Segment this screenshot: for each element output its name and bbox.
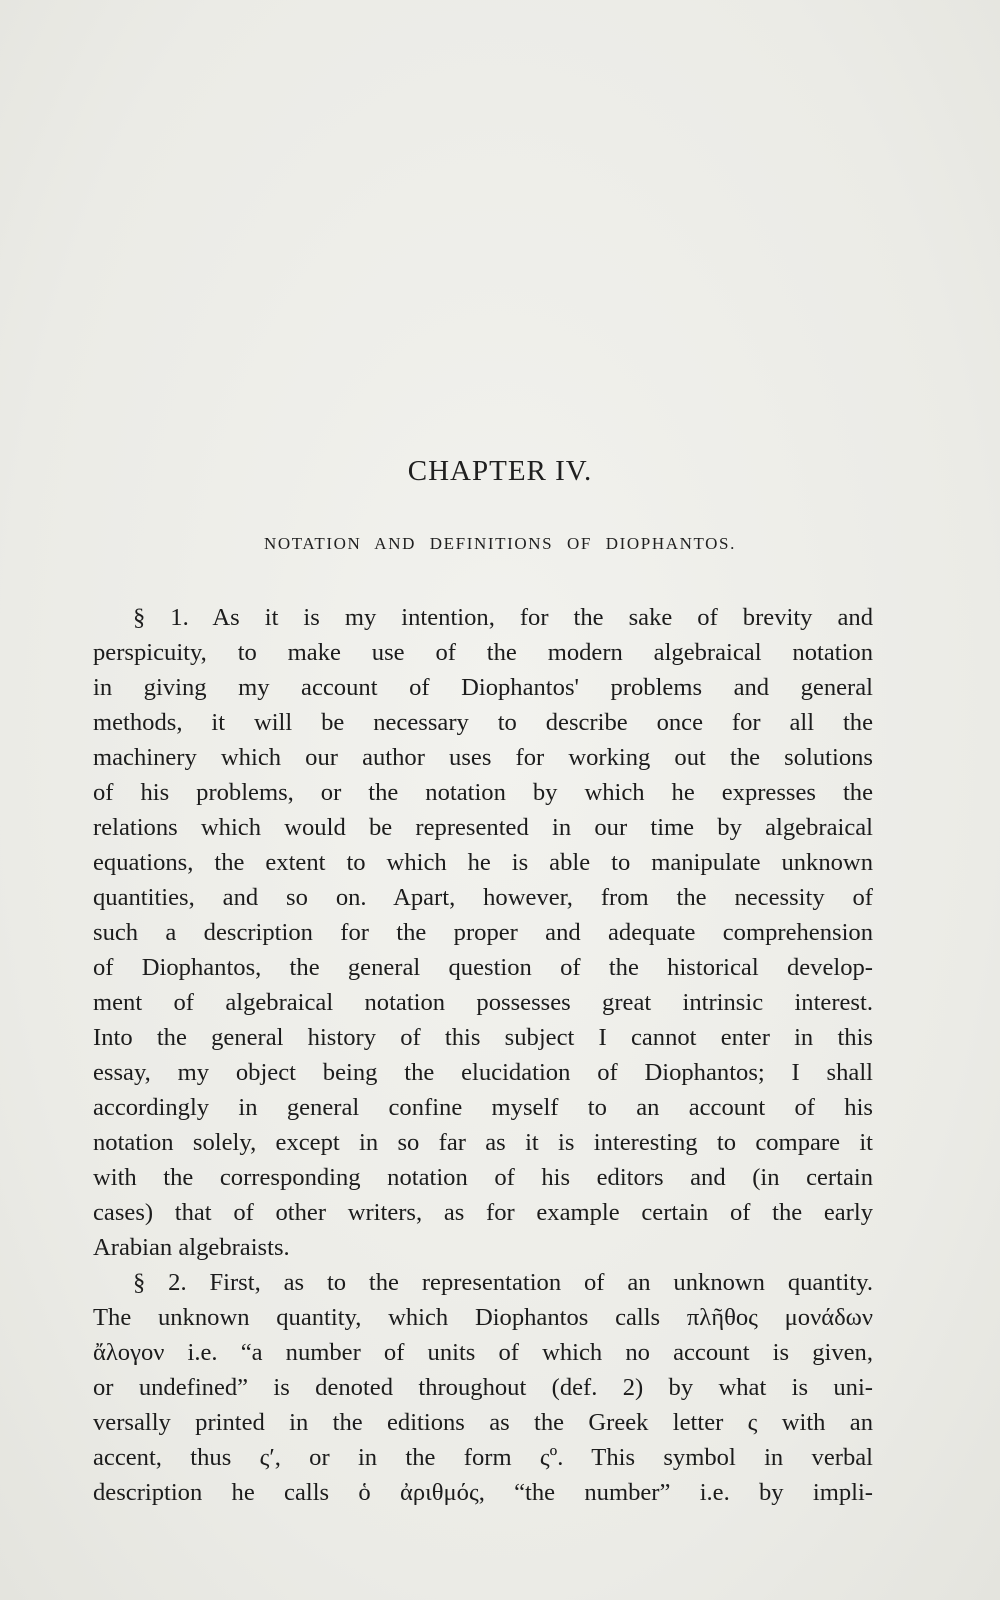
text-line: such a description for the proper and adequate comprehension bbox=[93, 919, 873, 946]
text-line: ment of algebraical notation possesses great intrinsic interest. bbox=[93, 989, 873, 1016]
text-line: Arabian algebraists. bbox=[93, 1234, 290, 1261]
text-line: in giving my account of Diophantos' problems and general bbox=[93, 674, 873, 701]
text-line: methods, it will be necessary to describe once for all the bbox=[93, 709, 873, 736]
text-line: The unknown quantity, which Diophantos calls πλῆθος μονάδων bbox=[93, 1304, 873, 1331]
text-line: Into the general history of this subject I cannot enter in this bbox=[93, 1024, 873, 1051]
text-line: perspicuity, to make use of the modern algebraical notation bbox=[93, 639, 873, 666]
text-line: description he calls ὁ ἀριθμός, “the number” i.e. by impli- bbox=[93, 1479, 873, 1506]
text-line: accordingly in general confine myself to an account of his bbox=[93, 1094, 873, 1121]
text-line: of Diophantos, the general question of the historical develop- bbox=[93, 954, 873, 981]
text-line: accent, thus ς′, or in the form ςº. This symbol in verbal bbox=[93, 1444, 873, 1471]
text-line: § 1. As it is my intention, for the sake of brevity and bbox=[133, 604, 873, 631]
text-line: § 2. First, as to the representation of an unknown quantity. bbox=[133, 1269, 873, 1296]
text-line: notation solely, except in so far as it is interesting to compare it bbox=[93, 1129, 873, 1156]
text-line: machinery which our author uses for working out the solutions bbox=[93, 744, 873, 771]
text-line: versally printed in the editions as the Greek letter ς with an bbox=[93, 1409, 873, 1436]
text-line: ἄλογον i.e. “a number of units of which no account is given, bbox=[93, 1339, 873, 1366]
text-line: with the corresponding notation of his editors and (in certain bbox=[93, 1164, 873, 1191]
text-line: equations, the extent to which he is able to manipulate unknown bbox=[93, 849, 873, 876]
body-text bbox=[93, 600, 873, 1510]
text-line: cases) that of other writers, as for example certain of the early bbox=[93, 1199, 873, 1226]
text-line: quantities, and so on. Apart, however, from the necessity of bbox=[93, 884, 873, 911]
text-line: of his problems, or the notation by which he expresses the bbox=[93, 779, 873, 806]
chapter-subtitle: NOTATION AND DEFINITIONS OF DIOPHANTOS. bbox=[264, 534, 736, 553]
text-line: or undefined” is denoted throughout (def. 2) by what is uni- bbox=[93, 1374, 873, 1401]
text-line: relations which would be represented in our time by algebraical bbox=[93, 814, 873, 841]
chapter-title: CHAPTER IV. bbox=[407, 455, 593, 487]
text-line: essay, my object being the elucidation of Diophantos; I shall bbox=[93, 1059, 873, 1086]
